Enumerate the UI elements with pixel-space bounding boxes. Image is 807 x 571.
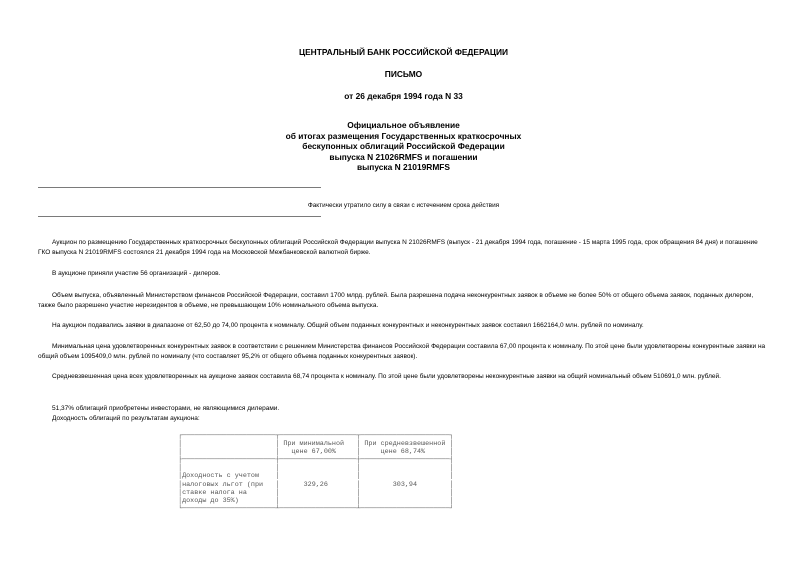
- row-label-line-3: ставке налога на: [182, 488, 247, 497]
- document-type: ПИСЬМО: [384, 69, 423, 79]
- yield-intro: Доходность облигаций по результатам аукциона:: [52, 415, 200, 422]
- value-avg-price: 303,94: [392, 480, 418, 489]
- value-min-price: 329,26: [303, 480, 328, 489]
- investors-line: 51,37% облигаций приобретены инвесторами, не являющимися дилерами.: [52, 405, 280, 412]
- paragraph-issue-volume: Объем выпуска, объявленный Министерством финансов Российской Федерации, составил 1700 млрд. рублей. Была разрешена подача неконкурентных заявок в объеме не более 50% от общего объема заявок, поданных дилером, также было разрешено участие нерезидентов в объеме, не превышающем 10% номинального объема выпуска.: [38, 292, 754, 309]
- yield-table: ┌───────────────────────┬───────────────────┬──────────────────────┐ │ │ При минимальной │ При средневзвешенной │ │ │ цене 67,00% │ цене 68,74% │ ├───────────────────────┼───────────────────┼──────────────────────┤ │ │ │ │ │Доходность с учетом │ │ │ │налоговых льгот (при │ 329,26 │ 303,94 │ │ставке налога на │ │ │ │доходы до 35%) │ │ │ └───────────────────────┴───────────────────┴──────────────────────┘: [178, 432, 454, 513]
- document-title-line-3: бескупонных облигаций Российской Федерации: [302, 141, 505, 151]
- issuer-heading: ЦЕНТРАЛЬНЫЙ БАНК РОССИЙСКОЙ ФЕДЕРАЦИИ: [298, 47, 509, 57]
- document-date: от 26 декабря 1994 года N 33: [344, 91, 463, 101]
- divider-top: [38, 187, 321, 188]
- document-title-line-4: выпуска N 21026RMFS и погашении: [329, 151, 478, 162]
- paragraph-auction: Аукцион по размещению Государственных краткосрочных бескупонных облигаций Российской Федерации выпуска N 21026RMFS (выпуск - 21 декабря 1994 года, погашение - 15 марта 1995 года, срок обращения 84 дня) и погашение ГКО выпуска N 21019RMFS состоялся 21 декабря 1994 года на Московской Межбанковской валютной бирже.: [38, 239, 758, 256]
- document-title-line-2: об итогах размещения Государственных краткосрочных: [285, 130, 522, 141]
- paragraph-bid-range: На аукцион подавались заявки в диапазоне от 62,50 до 74,00 процента к номиналу. Общий объем поданных конкурентных и неконкурентных заявок составил 1662164,0 млн. рублей по номиналу.: [52, 322, 644, 329]
- paragraph-avg-price: Средневзвешенная цена всех удовлетворенных на аукционе заявок составила 68,74 процента к номиналу. По этой цене были удовлетворены неконкурентные заявки на общий номинальный объем 510691,0 млн. рублей.: [52, 373, 721, 380]
- col-min-header-line-2: цене 67,00%: [291, 448, 336, 457]
- paragraph-min-price: Минимальная цена удовлетворенных конкурентных заявок в соответствии с решением Министерства финансов Российской Федерации составила 67,00 процента к номиналу. По этой цене были удовлетворены конкурентные заявки на общий объем 1095409,0 млн. рублей по номиналу (что составляет 95,2% от общего объема поданных конкурентных заявок).: [38, 343, 766, 360]
- divider-bottom: [38, 216, 321, 217]
- col-avg-header-line-1: При средневзвешенной: [364, 440, 446, 449]
- document-title-line-5: выпуска N 21019RMFS: [356, 162, 451, 172]
- status-note: Фактически утратило силу в связи с истечением срока действия: [307, 202, 500, 209]
- row-label-line-1: Доходность с учетом: [182, 472, 260, 481]
- row-label-line-4: доходы до 35%): [182, 496, 239, 505]
- col-min-header-line-1: При минимальной: [283, 440, 345, 449]
- col-avg-header-line-2: цене 68,74%: [380, 448, 426, 457]
- document-title-line-1: Официальное объявление: [347, 120, 460, 130]
- paragraph-participants: В аукционе приняли участие 56 организаций - дилеров.: [52, 270, 221, 277]
- row-label-line-2: налоговых льгот (при: [182, 480, 264, 489]
